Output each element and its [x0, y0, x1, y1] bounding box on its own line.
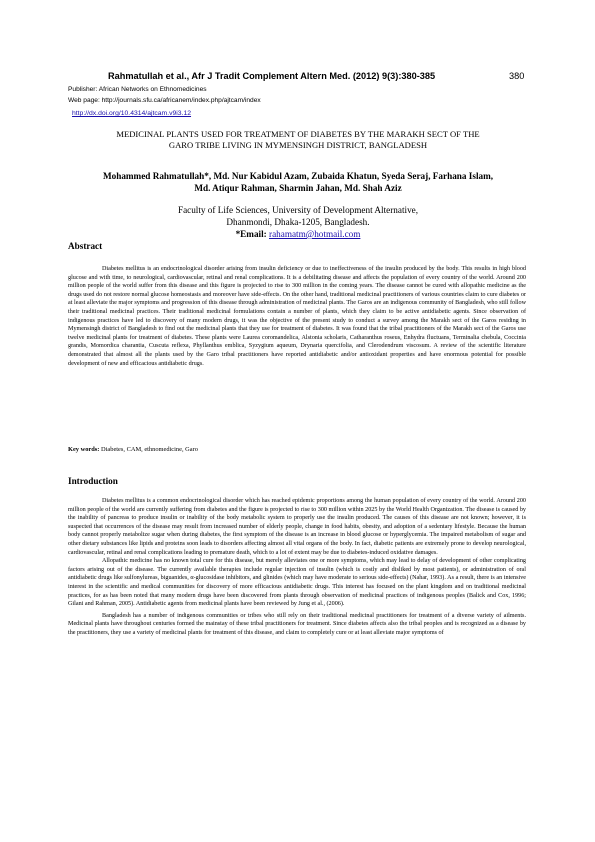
keywords-text: Diabetes, CAM, ethnomedicine, Garo: [99, 446, 198, 453]
title-line: GARO TRIBE LIVING IN MYMENSINGH DISTRICT, BANGLADESH: [168, 140, 428, 150]
introduction-paragraph: Diabetes mellitus is a common endocrinological disorder which has reached epidemic proportions among the human population of every country of the world. Around 200 million people of the world are currently suffering from diabetes and the figure is projected to rise to 300 million within 2025 by the World Health Organization. The disease is caused by the inability of pancreas to produce insulin or inability of the body metabolic system to properly use the insulin produced. The causes of this disease are not known; however, it is suspected that occurrences of the disease may result from increased number of elderly people, change in food habits, obesity, and adoption of a sedentary lifestyle. Because the human body cannot properly metabolize sugar when during diabetes, the first symptom of the disease is an increase in blood glucose or hyperglycemia. The impaired metabolism of sugar and other dietary substances like lipids and proteins soon leads to disorders affecting almost all vital organs of the body. In fact, diabetic patients are extremely prone to develop neurological, cardiovascular, retinal and renal complications leading to premature death, which to a lot of extent may be due to diabetes-induced oxidative damages.: [68, 498, 526, 556]
introduction-paragraph: Bangladesh has a number of indigenous communities or tribes who still rely on their traditional medicinal practitioners for treatment of a diverse variety of ailments. Medicinal plants have throughout centuries formed the mainstay of these tribal practitioners for treatment. Since diabetes affects also the tribal peoples and is recognized as a disease by the practitioners, they use a variety of medicinal plants for treatment of this disease, and claim to completely cure or at least alleviate major symptoms of: [68, 612, 526, 636]
affiliation-line: Dhanmondi, Dhaka-1205, Bangladesh.: [226, 217, 370, 227]
email-line: [68, 228, 528, 240]
running-header-citation: Rahmatullah et al., Afr J Tradit Complement Altern Med. (2012) 9(3):380-385: [108, 71, 436, 81]
title-line: MEDICINAL PLANTS USED FOR TREATMENT OF DIABETES BY THE MARAKH SECT OF THE: [116, 129, 480, 139]
affiliation: [68, 204, 528, 240]
affiliation-line: Faculty of Life Sciences, University of Development Alternative,: [177, 205, 419, 215]
introduction-paragraph: Allopathic medicine has no known total cure for this disease, but merely alleviates one or more symptoms, which may lead to delay of development of other complicating factors arising out of the disease. The currently available therapies include regular injection of insulin (which is costly and disliked by most patients), or administration of oral antidiabetic drugs like sulfonylureas, biguanides, α-glucosidase inhibitors, and glinides (which may have moderate to serious side-effects) (Nahar, 1993). As a result, there is an intensive interest in the scientific and medical communities for discovery of more efficacious antidiabetic drugs. This interest has focused on the plant kingdom and on traditional medicinal practices, for as has been noted that many modern drugs have been discovered from plants through observation of medicinal practices of indigenous peoples (Balick and Cox, 1996; Gilani and Rahman, 2005). Antidiabetic agents from medicinal plants have been reviewed by Jung et al., (2006).: [68, 558, 526, 608]
abstract-paragraph: Diabetes mellitus is an endocrinological disorder arising from insulin deficiency or due to ineffectiveness of the insulin produced by the body. This results in high blood glucose and with time, to neurological, cardiovascular, retinal and renal complications. It is a debilitating disease and affects the population of every country of the world. Around 200 million people of the world suffer from this disease and this figure is projected to rise to 300 million in the coming years. The disease cannot be cured with allopathic medicine as the drugs used do not restore normal glucose homeostasis and moreover have side-effects. On the other hand, traditional medicinal practitioners of various countries claim to cure diabetes or at least alleviate the major symptoms and progression of this disease through administration of medicinal plants. The Garos are an indigenous community of Bangladesh, who still follow their traditional medicinal practices. Their traditional medicinal formulations contain a number of plants, which they claim to be active antidiabetic agents. Since observation of indigenous practices have led to discovery of many modern drugs, it was the objective of the present study to conduct a survey among the Marakh sect of the Garos residing in Mymensingh district of Bangladesh to find out the medicinal plants that they use for treatment of diabetes. It was found that the tribal practitioners of the Marakh sect of the Garos use twelve medicinal plants for treatment of diabetes. These plants were Laurea coromandelica, Alstonia scholaris, Catharanthus roseus, Enhydra fluctuans, Terminalia chebula, Coccinia grandis, Momordica charantia, Cuscuta reflexa, Phyllanthus emblica, Syzygium aqueum, Drynaria quercifolia, and Clerodendrum viscosum. A review of the scientific literature demonstrated that almost all the plants used by the Garo tribal practitioners have reported antidiabetic and/or antioxidant properties and have enormous potential for possible development of new and efficacious antidiabetic drugs.: [68, 266, 526, 367]
abstract-heading: Abstract: [68, 241, 103, 251]
article-title: [68, 129, 528, 151]
email-label: *Email:: [235, 229, 270, 239]
publisher-line: Publisher: African Networks on Ethnomedicines: [68, 86, 207, 93]
page-number: 380: [509, 71, 525, 81]
keywords: [68, 446, 198, 453]
introduction-heading: Introduction: [68, 476, 118, 486]
author-line: Mohammed Rahmatullah*, Md. Nur Kabidul Azam, Zubaida Khatun, Syeda Seraj, Farhana Islam,: [102, 171, 494, 181]
abstract-body: [68, 265, 526, 368]
webpage-line: Web page: http://journals.sfu.ca/africanem/index.php/ajtcam/index: [68, 97, 261, 104]
keywords-label: Key words:: [68, 446, 100, 453]
author-list: [68, 170, 528, 194]
email-link[interactable]: rahamatm@hotmail.com: [269, 229, 361, 239]
introduction-body: [68, 497, 526, 638]
author-line: Md. Atiqur Rahman, Sharmin Jahan, Md. Shah Aziz: [194, 183, 402, 193]
doi-link[interactable]: http://dx.doi.org/10.4314/ajtcam.v9i3.12: [72, 110, 192, 117]
